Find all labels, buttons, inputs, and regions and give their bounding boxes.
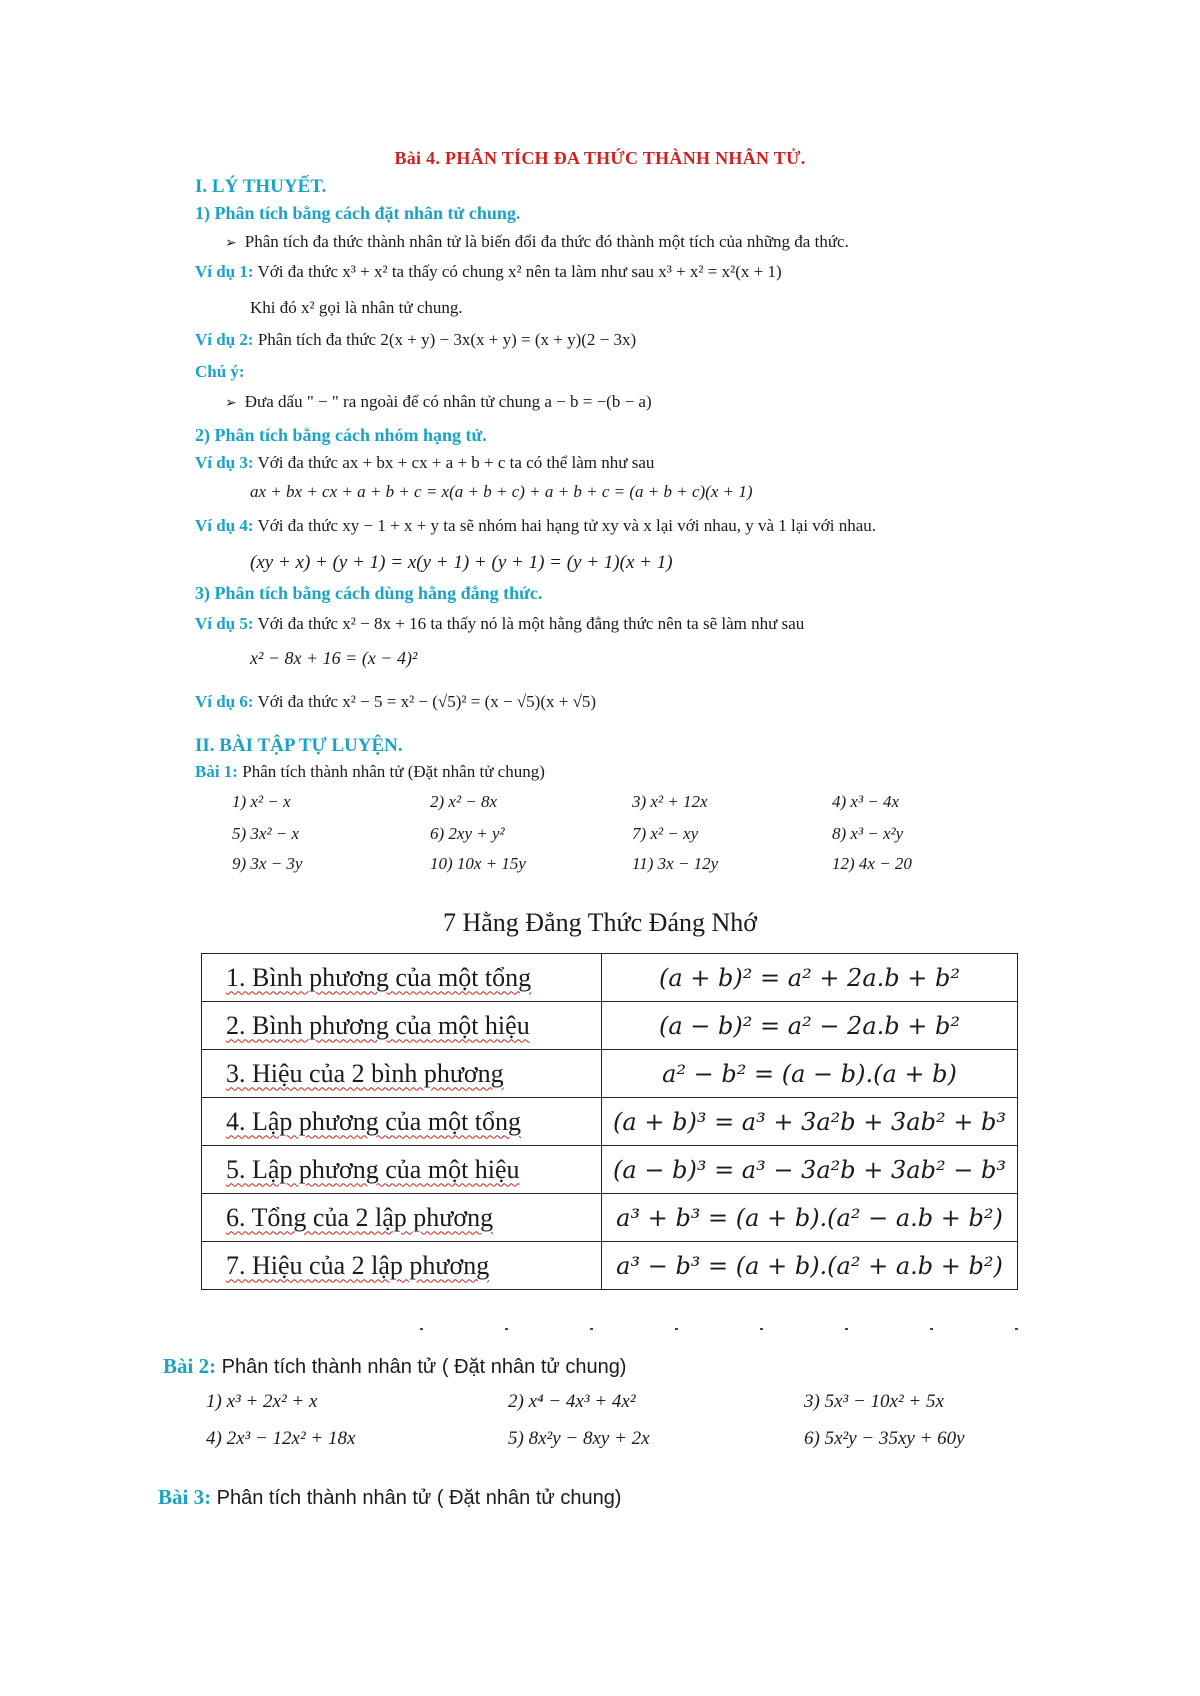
exercise-1-text: Phân tích thành nhân tử (Đặt nhân tử chung)	[242, 762, 545, 781]
exercise-3-label: Bài 3:	[158, 1485, 212, 1509]
arrow-bullet-icon: ➢	[225, 396, 237, 411]
exercise-item: 3) x² + 12x	[632, 792, 708, 811]
identity-name	[202, 1146, 602, 1194]
identity-name	[202, 954, 602, 1002]
identity-name-text: 2. Bình phương của một hiệu	[226, 1010, 530, 1040]
example-5-label: Ví dụ 5:	[195, 614, 254, 633]
example-3	[195, 453, 654, 473]
note-bullet	[225, 392, 652, 412]
exercise-item: 12) 4x − 20	[832, 854, 912, 873]
example-3-text: Với đa thức ax + bx + cx + a + b + c ta có thể làm như sau	[257, 453, 655, 472]
exercise-1-label: Bài 1:	[195, 762, 238, 781]
example-2	[195, 330, 636, 350]
table-row	[202, 954, 1018, 1002]
exercise-item: 1) x² − x	[232, 792, 291, 811]
subheading-grouping: 2) Phân tích bằng cách nhóm hạng tử.	[195, 425, 487, 445]
identity-name	[202, 1242, 602, 1290]
example-4-text: Với đa thức xy − 1 + x + y ta sẽ nhóm hai hạng tử xy và x lại với nhau, y và 1 lại với nhau.	[257, 516, 877, 535]
identity-name	[202, 1002, 602, 1050]
table-row	[202, 1194, 1018, 1242]
section-heading-theory: I. LÝ THUYẾT.	[195, 176, 327, 197]
example-3-formula: ax + bx + cx + a + b + c = x(a + b + c) + a + b + c = (a + b + c)(x + 1)	[250, 482, 753, 501]
bullet-definition-text: Phân tích đa thức thành nhân tử là biến đổi đa thức đó thành một tích của những đa thức.	[244, 232, 849, 251]
exercise-item: 2) x² − 8x	[430, 792, 498, 811]
exercise-item: 2) x⁴ − 4x³ + 4x²	[508, 1391, 636, 1412]
identity-name	[202, 1194, 602, 1242]
example-1-text: Với đa thức x³ + x² ta thấy có chung x² nên ta làm như sau x³ + x² = x²(x + 1)	[257, 262, 782, 281]
identity-formula: (a + b)³ = a³ + 3a²b + 3ab² + b³	[602, 1098, 1018, 1146]
example-6	[195, 692, 596, 712]
exercise-2-header	[163, 1354, 626, 1379]
exercise-2-label: Bài 2:	[163, 1354, 217, 1378]
table-row	[202, 1050, 1018, 1098]
identity-formula: a² − b² = (a − b).(a + b)	[602, 1050, 1018, 1098]
note-label: Chú ý:	[195, 362, 245, 381]
example-5-formula: x² − 8x + 16 = (x − 4)²	[250, 648, 418, 668]
identity-name-text: 1. Bình phương của một tổng	[226, 962, 532, 992]
identity-name-text: 4. Lập phương của một tổng	[226, 1106, 522, 1136]
identity-formula: a³ + b³ = (a + b).(a² − a.b + b²)	[602, 1194, 1018, 1242]
section-heading-exercises: II. BÀI TẬP TỰ LUYỆN.	[195, 735, 403, 756]
exercise-item: 5) 3x² − x	[232, 824, 300, 843]
identity-name-text: 7. Hiệu của 2 lập phương	[226, 1250, 490, 1280]
subheading-identities: 3) Phân tích bằng cách dùng hằng đẳng thức.	[195, 583, 543, 603]
page-title: Bài 4. PHÂN TÍCH ĐA THỨC THÀNH NHÂN TỬ.	[394, 148, 806, 168]
identities-title: 7 Hằng Đẳng Thức Đáng Nhớ	[442, 908, 758, 937]
example-4	[195, 516, 876, 536]
exercise-item: 1) x³ + 2x² + x	[206, 1391, 318, 1412]
exercise-2-text: Phân tích thành nhân tử ( Đặt nhân tử chung)	[221, 1356, 627, 1378]
bullet-definition	[225, 232, 849, 252]
identities-table	[201, 953, 1018, 1290]
identity-name-text: 6. Tổng của 2 lập phương	[226, 1202, 494, 1232]
identity-name	[202, 1098, 602, 1146]
example-2-label: Ví dụ 2:	[195, 330, 254, 349]
example-3-label: Ví dụ 3:	[195, 453, 254, 472]
exercise-item: 8) x³ − x²y	[832, 824, 904, 843]
exercise-item: 3) 5x³ − 10x² + 5x	[804, 1391, 944, 1412]
exercise-item: 7) x² − xy	[632, 824, 699, 843]
exercise-1-header	[195, 762, 545, 782]
table-row	[202, 1002, 1018, 1050]
identity-formula: (a − b)² = a² − 2a.b + b²	[602, 1002, 1018, 1050]
exercise-3-text: Phân tích thành nhân tử ( Đặt nhân tử chung)	[216, 1487, 622, 1509]
table-row	[202, 1146, 1018, 1194]
table-row	[202, 1098, 1018, 1146]
identity-formula: (a + b)² = a² + 2a.b + b²	[602, 954, 1018, 1002]
example-4-formula: (xy + x) + (y + 1) = x(y + 1) + (y + 1) = (y + 1)(x + 1)	[250, 552, 673, 573]
exercise-item: 6) 5x²y − 35xy + 60y	[804, 1428, 965, 1449]
example-5-text: Với đa thức x² − 8x + 16 ta thấy nó là một hằng đẳng thức nên ta sẽ làm như sau	[257, 614, 805, 633]
identity-name	[202, 1050, 602, 1098]
exercise-3-header	[158, 1485, 621, 1510]
subheading-common-factor: 1) Phân tích bằng cách đặt nhân tử chung.	[195, 203, 521, 223]
identity-name-text: 5. Lập phương của một hiệu	[226, 1154, 520, 1184]
exercise-item: 6) 2xy + y²	[430, 824, 505, 843]
scan-artifact-dots	[420, 1328, 1020, 1332]
example-6-text: Với đa thức x² − 5 = x² − (√5)² = (x − √5)(x + √5)	[257, 692, 597, 711]
example-5	[195, 614, 804, 634]
exercise-item: 5) 8x²y − 8xy + 2x	[508, 1428, 650, 1449]
example-4-label: Ví dụ 4:	[195, 516, 254, 535]
identity-formula: (a − b)³ = a³ − 3a²b + 3ab² − b³	[602, 1146, 1018, 1194]
exercise-item: 9) 3x − 3y	[232, 854, 303, 873]
example-6-label: Ví dụ 6:	[195, 692, 254, 711]
example-1	[195, 262, 782, 282]
exercise-item: 11) 3x − 12y	[632, 854, 719, 873]
identity-name-text: 3. Hiệu của 2 bình phương	[226, 1058, 504, 1088]
example-1-continuation: Khi đó x² gọi là nhân tử chung.	[250, 298, 463, 317]
example-1-label: Ví dụ 1:	[195, 262, 254, 281]
identity-formula: a³ − b³ = (a + b).(a² + a.b + b²)	[602, 1242, 1018, 1290]
note-bullet-text: Đưa dấu " − " ra ngoài để có nhân tử chung a − b = −(b − a)	[244, 392, 652, 411]
arrow-bullet-icon: ➢	[225, 236, 237, 251]
exercise-item: 4) x³ − 4x	[832, 792, 900, 811]
exercise-item: 4) 2x³ − 12x² + 18x	[206, 1428, 356, 1449]
exercise-item: 10) 10x + 15y	[430, 854, 526, 873]
example-2-text: Phân tích đa thức 2(x + y) − 3x(x + y) = (x + y)(2 − 3x)	[257, 330, 637, 349]
table-row	[202, 1242, 1018, 1290]
